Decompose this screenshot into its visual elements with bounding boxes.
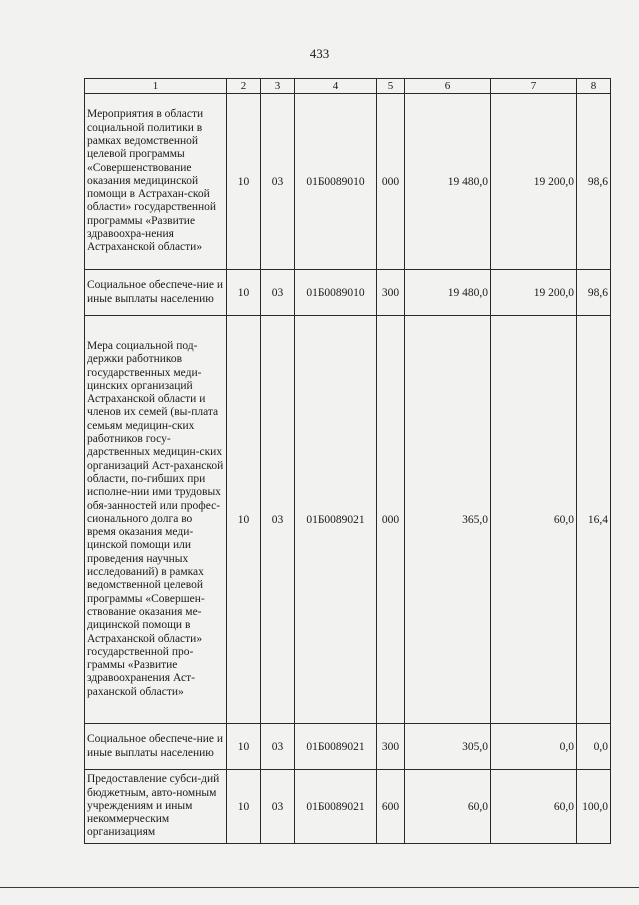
cell-actual: 19 200,0 <box>491 94 577 270</box>
cell-percent: 98,6 <box>577 94 611 270</box>
cell-actual: 60,0 <box>491 770 577 844</box>
cell-subsection: 03 <box>261 724 295 770</box>
page-bottom-rule <box>0 887 639 888</box>
header-cell-2: 2 <box>227 79 261 94</box>
header-cell-8: 8 <box>577 79 611 94</box>
cell-section: 10 <box>227 770 261 844</box>
cell-expense-type: 300 <box>377 724 405 770</box>
cell-expense-type: 300 <box>377 270 405 316</box>
cell-plan: 305,0 <box>405 724 491 770</box>
table-row <box>85 724 611 770</box>
cell-section: 10 <box>227 724 261 770</box>
cell-subsection: 03 <box>261 270 295 316</box>
cell-target-article: 01Б0089021 <box>295 724 377 770</box>
cell-percent: 98,6 <box>577 270 611 316</box>
cell-plan: 60,0 <box>405 770 491 844</box>
cell-actual: 60,0 <box>491 316 577 724</box>
row-name: Социальное обеспече-ние и иные выплаты населению <box>85 270 227 316</box>
row-name: Мера социальной под-держки работников государственных меди-цинских организаций Астраханской области и членов их семей (вы-плата семьям медицин-ских работников госу-дарственных медицин-ских организаций Аст-раханской области, по-гибших при исполне-нии ими трудовых обя-занностей или профес-сионального долга во время оказания меди-цинской помощи или проведения научных исследований) в рамках ведомственной целевой программы «Совершен-ствование оказания ме-дицинской помощи в Астраханской области» государственной про-граммы «Развитие здравоохранения Аст-раханской области» <box>85 316 227 724</box>
cell-subsection: 03 <box>261 770 295 844</box>
header-cell-7: 7 <box>491 79 577 94</box>
cell-plan: 365,0 <box>405 316 491 724</box>
row-name: Мероприятия в области социальной политики в рамках ведомственной целевой программы «Совершенствование оказания медицинской помощи в Астрахан-ской области» государственной программы «Развитие здравоохра-нения Астраханской области» <box>85 94 227 270</box>
cell-percent: 0,0 <box>577 724 611 770</box>
header-cell-5: 5 <box>377 79 405 94</box>
cell-subsection: 03 <box>261 316 295 724</box>
header-cell-6: 6 <box>405 79 491 94</box>
header-cell-1: 1 <box>85 79 227 94</box>
cell-section: 10 <box>227 94 261 270</box>
table-row <box>85 94 611 270</box>
cell-target-article: 01Б0089021 <box>295 316 377 724</box>
cell-target-article: 01Б0089010 <box>295 94 377 270</box>
cell-subsection: 03 <box>261 94 295 270</box>
budget-table <box>84 78 611 844</box>
row-name: Социальное обеспече-ние и иные выплаты населению <box>85 724 227 770</box>
table-row <box>85 316 611 724</box>
cell-expense-type: 600 <box>377 770 405 844</box>
row-name: Предоставление субси-дий бюджетным, авто-номным учреждениям и иным некоммерческим организациям <box>85 770 227 844</box>
header-row <box>85 79 611 94</box>
cell-plan: 19 480,0 <box>405 94 491 270</box>
cell-section: 10 <box>227 316 261 724</box>
cell-section: 10 <box>227 270 261 316</box>
cell-actual: 19 200,0 <box>491 270 577 316</box>
cell-plan: 19 480,0 <box>405 270 491 316</box>
cell-expense-type: 000 <box>377 316 405 724</box>
cell-expense-type: 000 <box>377 94 405 270</box>
cell-target-article: 01Б0089010 <box>295 270 377 316</box>
header-cell-3: 3 <box>261 79 295 94</box>
cell-percent: 16,4 <box>577 316 611 724</box>
table-row <box>85 770 611 844</box>
table-row <box>85 270 611 316</box>
page-number: 433 <box>309 46 330 61</box>
cell-target-article: 01Б0089021 <box>295 770 377 844</box>
cell-percent: 100,0 <box>577 770 611 844</box>
header-cell-4: 4 <box>295 79 377 94</box>
cell-actual: 0,0 <box>491 724 577 770</box>
